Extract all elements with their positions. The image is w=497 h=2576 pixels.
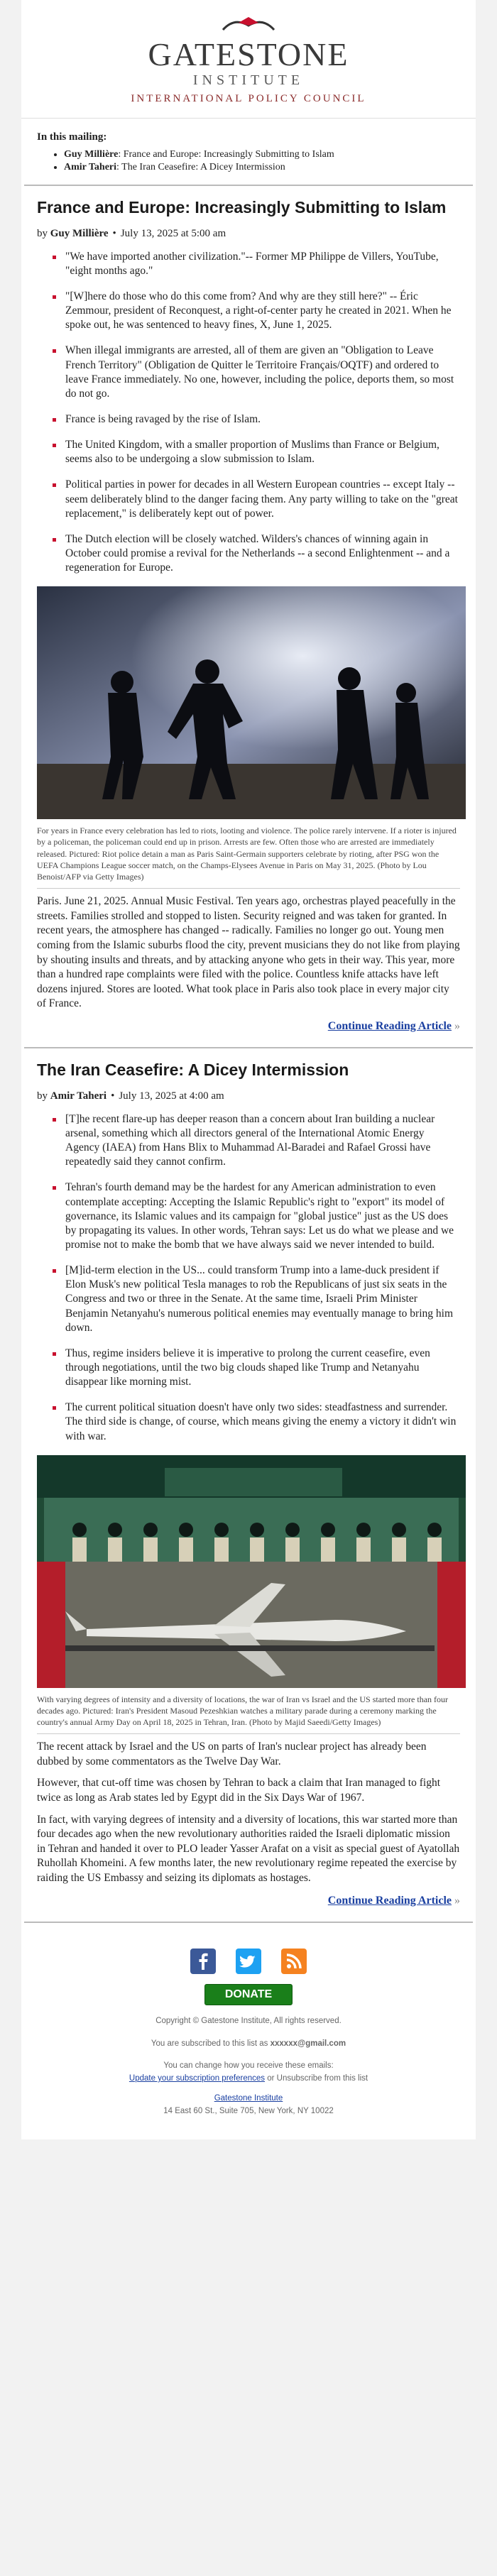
subscription-line (21, 2038, 476, 2051)
byline-by: by (37, 227, 48, 239)
org-line (21, 2093, 476, 2105)
subscribed-text: You are subscribed to this list as (151, 2039, 268, 2048)
summary-bullet: Political parties in power for decades in all Western European countries -- except Italy -- seem deliberately blind to the danger facing them. Any party willing to take on the "great replacement," is deliberately kept out of power. (65, 478, 460, 520)
toc-author: Guy Millière (64, 149, 119, 160)
toc-author: Amir Taheri (64, 162, 117, 172)
donate-wrap (21, 1984, 476, 2005)
preferences-line (21, 2073, 476, 2086)
byline-separator: • (112, 227, 116, 239)
chevron-right-icon: » (452, 1020, 460, 1033)
continue-reading (37, 1895, 460, 1907)
facebook-icon[interactable] (190, 1949, 216, 1974)
byline-date: July 13, 2025 at 5:00 am (120, 227, 226, 239)
toc-title: : France and Europe: Increasingly Submitting to Islam (118, 149, 334, 160)
summary-bullet: The United Kingdom, with a smaller proportion of Muslims than France or Belgium, seems also to be undergoing a slow submission to Islam. (65, 438, 460, 466)
toc-list (37, 149, 460, 173)
chevron-right-icon: » (452, 1894, 460, 1907)
byline (37, 1090, 460, 1102)
rss-icon[interactable] (281, 1949, 307, 1974)
byline-date: July 13, 2025 at 4:00 am (119, 1090, 224, 1102)
continue-reading (37, 1020, 460, 1033)
body-paragraph: In fact, with varying degrees of intensity and a diversity of locations, this war started more than four decades ago when the new revolutionary authorities raided the Israeli diplomatic mission in Tehran and handed it over to PLO leader Yasser Arafat on a visit as special guest of Ayatollah Ruhollah Khomeini. A few months later, the new revolutionary regime repeated the exercise by raiding the US Embassy and seizing its diplomats as hostages. (37, 1813, 460, 1885)
riot-photo[interactable] (37, 586, 466, 819)
summary-bullet: When illegal immigrants are arrested, all of them are given an "Obligation to Leave French Territory" (Obligation de Quitter le Territoire Français/OQTF) and ordered to leave France immediately. No one, however, including the police, deports them, so most do not go. (65, 344, 460, 401)
masthead (21, 0, 476, 119)
article-iran (24, 1048, 473, 1923)
article-france (24, 186, 473, 1048)
body-paragraph: The recent attack by Israel and the US on parts of Iran's nuclear project has already been dubbed by some commentators as the Twelve Day War. (37, 1741, 427, 1767)
brand-tagline: INTERNATIONAL POLICY COUNCIL (131, 93, 366, 104)
summary-bullets (37, 250, 460, 576)
logo-mark-icon (220, 16, 277, 34)
photo-caption: With varying degrees of intensity and a diversity of locations, the war of Iran vs Israel and the US started more than four decades ago. Pictured: Iran's President Masoud Pezeshkian watches a military parade during a ceremony marking the country's annual Army Day on April 18, 2025 in Tehran, Iran. (Photo by Majid Saeedi/Getty Images) (37, 1694, 460, 1735)
body-paragraph: Paris. June 21, 2025. Annual Music Festival. Ten years ago, orchestras played peacefully in the streets. Families strolled and stopped to listen. Security reigned and was taken for granted. In recent years, the atmosphere has changed -- radically. Families no longer go out. Young men coming from the Islamic suburbs flood the city, prevent musicians they do not like from playing by shouting insults and threats, and by attacking anyone who gets in their way. This year, more than a hundred rape complaints were filed with the police. Countless knife attacks have left dozens injured. Stores are looted. What took place in Paris also took place in every major city of France. (37, 895, 460, 1010)
update-preferences-link[interactable]: Update your subscription preferences (129, 2074, 266, 2083)
subscriber-email: xxxxxx@gmail.com (270, 2039, 346, 2048)
byline-author[interactable]: Guy Millière (50, 227, 109, 239)
summary-bullet: Tehran's fourth demand may be the hardest for any American administration to even contemplate accepting: Accepting the Islamic Republic's right to "export" its model of governance, its Islamic values and its campaign for "global justice" just as the US does by propagating its values. In other words, Tehran says: Let us do what we please and we promise not to make the bomb that we have always said we never intended to build. (65, 1180, 460, 1252)
summary-bullet: France is being ravaged by the rise of Islam. (65, 412, 460, 427)
twitter-icon[interactable] (236, 1949, 261, 1974)
toc-title: : The Iran Ceasefire: A Dicey Intermission (116, 162, 285, 172)
mailing-contents (24, 119, 473, 186)
email-page (21, 0, 476, 2139)
summary-bullet: "[W]here do those who do this come from? And why are they still here?" -- Éric Zemmour, president of Reconquest, a right-of-center party he created in 2021. When he spoke out, he was sentenced to heavy fines, X, June 1, 2025. (65, 290, 460, 332)
byline (37, 228, 460, 240)
article-title[interactable]: The Iran Ceasefire: A Dicey Intermission (37, 1060, 349, 1080)
parade-photo[interactable] (37, 1455, 466, 1688)
unsubscribe-text[interactable]: or Unsubscribe from this list (267, 2074, 368, 2083)
byline-by: by (37, 1090, 48, 1102)
continue-reading-link[interactable]: Continue Reading Article (327, 1894, 452, 1907)
brand-sub: INSTITUTE (192, 72, 305, 88)
change-text: You can change how you receive these emails: (163, 2061, 334, 2071)
summary-bullets (37, 1112, 460, 1444)
copyright: Copyright © Gatestone Institute, All rights reserved. (155, 2016, 342, 2025)
donate-button[interactable]: DONATE (204, 1984, 293, 2005)
brand-name: GATESTONE (148, 36, 349, 72)
body-paragraph: However, that cut-off time was chosen by Tehran to back a claim that Iran managed to fight twice as long as Arab states led by Egypt did in the Six Days War of 1967. (37, 1777, 441, 1804)
toc-item[interactable] (64, 162, 460, 173)
photo-caption: For years in France every celebration has led to riots, looting and violence. The police rarely intervene. If a rioter is injured by a policeman, the policeman could end up in prison. Arrests are few. Often those who are arrested are immediately released. Pictured: Riot police detain a man as Paris Saint-Germain supporters celebrate by rioting, after PSG won the UEFA Champions League soccer match, on the Champs-Elysees Avenue in Paris on May 31, 2025. (Photo by Lou Benoist/AFP via Getty Images) (37, 825, 460, 889)
summary-bullet: [T]he recent flare-up has deeper reason than a concern about Iran building a nuclear arsenal, something which all directors general of the International Atomic Energy Agency (IAEA) from Hans Blix to Muhammad Al-Baradei and Rafael Grossi have repeatedly said they cannot confirm. (65, 1112, 460, 1170)
byline-separator: • (111, 1090, 115, 1102)
summary-bullet: "We have imported another civilization."-- Former MP Philippe de Villers, YouTube, "eight months ago." (65, 250, 460, 278)
org-address: 14 East 60 St., Suite 705, New York, NY 10022 (163, 2106, 334, 2115)
toc-heading: In this mailing: (37, 131, 107, 143)
summary-bullet: The Dutch election will be closely watched. Wilders's chances of winning again in October could promise a revival for the Netherlands -- a second Enlightenment -- and a regeneration for Europe. (65, 532, 460, 575)
org-link[interactable]: Gatestone Institute (214, 2093, 283, 2103)
toc-item[interactable] (64, 149, 460, 160)
byline-author[interactable]: Amir Taheri (50, 1090, 107, 1102)
summary-bullet: The current political situation doesn't have only two sides: steadfastness and surrender. The third side is change, of course, which means giving the enemy a victory it didn't win with war. (65, 1401, 460, 1443)
article-title[interactable]: France and Europe: Increasingly Submitting to Islam (37, 198, 447, 217)
footer (21, 2005, 476, 2139)
continue-reading-link[interactable]: Continue Reading Article (327, 1020, 452, 1033)
social-links (21, 1923, 476, 1984)
summary-bullet: [M]id-term election in the US... could transform Trump into a lame-duck president if Elon Musk's new political Tesla manages to rob the Republicans of just six seats in the Congress and two or three in the Senate. At the same time, Israeli Prim Minister Benjamin Netanyahu's numerous political enemies may eventually manage to bring him down. (65, 1264, 460, 1335)
summary-bullet: Thus, regime insiders believe it is imperative to prolong the current ceasefire, even through negotiations, until the two big clouds shaped like Trump and Netanyahu disappear like morning mist. (65, 1347, 460, 1389)
